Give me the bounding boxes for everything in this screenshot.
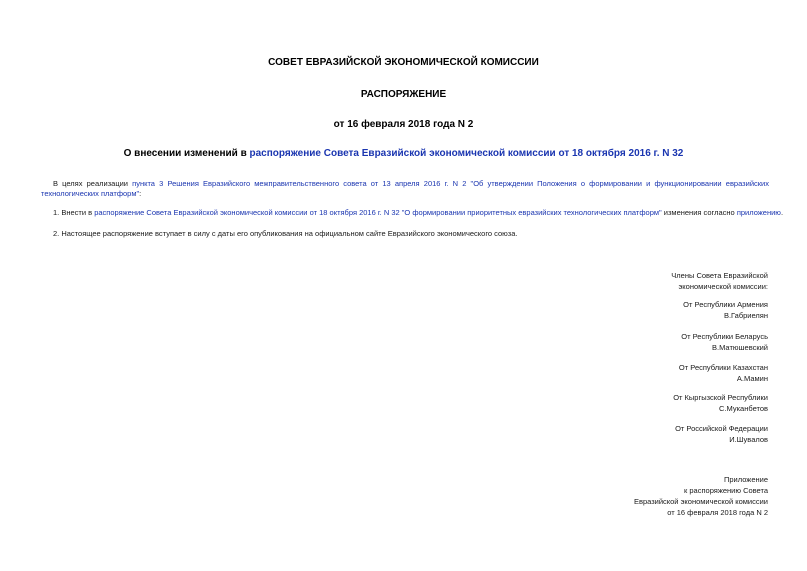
signature-country: От Республики Казахстан: [678, 363, 768, 372]
members-line-2: экономической комиссии:: [678, 282, 768, 291]
doc-title-link[interactable]: распоряжение Совета Евразийской экономической комиссии от 18 октября 2016 г. N 32: [249, 148, 684, 159]
item-1-middle: изменения согласно: [661, 208, 737, 217]
doc-date: от 16 февраля 2018 года N 2: [333, 119, 474, 130]
signature-name: В.Габриелян: [723, 311, 768, 320]
appendix-line-2: к распоряжению Совета: [684, 486, 768, 495]
item-1-prefix: 1. Внести в: [53, 208, 95, 217]
members-heading: [468, 270, 768, 292]
signature-belarus: [468, 331, 768, 353]
item-1-suffix: .: [780, 208, 784, 217]
signature-country: От Кыргызской Республики: [673, 393, 768, 402]
appendix-link[interactable]: приложению: [736, 208, 781, 217]
appendix-line-1: Приложение: [724, 475, 768, 484]
doc-title-prefix: О внесении изменений в: [123, 148, 250, 159]
item-2-paragraph: 2. Настоящее распоряжение вступает в силу с даты его опубликования на официальном сайте Евразийского экономического союза.: [53, 229, 518, 238]
signature-russia: [468, 423, 768, 445]
signature-country: От Республики Армения: [683, 300, 768, 309]
signature-name: А.Мамин: [736, 374, 768, 383]
signature-armenia: [468, 299, 768, 321]
doc-type-heading: РАСПОРЯЖЕНИЕ: [360, 89, 447, 100]
signature-name: И.Шувалов: [729, 435, 768, 444]
doc-title: [0, 148, 807, 160]
item-1-paragraph: [41, 208, 784, 218]
signature-country: От Республики Беларусь: [681, 332, 768, 341]
members-line-1: Члены Совета Евразийской: [671, 271, 768, 280]
signature-country: От Российской Федерации: [675, 424, 768, 433]
signature-kyrgyzstan: [468, 392, 768, 414]
appendix-line-3: Евразийской экономической комиссии: [633, 497, 768, 506]
appendix-line-4: от 16 февраля 2018 года N 2: [667, 508, 768, 517]
preamble-text: В целях реализации: [53, 179, 133, 188]
signature-kazakhstan: [468, 362, 768, 384]
preamble-colon: :: [139, 189, 142, 198]
signature-name: В.Матюшевский: [712, 343, 768, 352]
preamble-link[interactable]: пункта 3 Решения Евразийского межправительственного совета от 13 апреля 2016 г. N 2 "Об утверждении Положения о формировании и функционировании евразийских технологических платформ": [41, 179, 769, 198]
preamble-paragraph: [41, 179, 769, 199]
council-heading: СОВЕТ ЕВРАЗИЙСКОЙ ЭКОНОМИЧЕСКОЙ КОМИССИИ: [268, 57, 539, 68]
signature-name: С.Муканбетов: [719, 404, 768, 413]
appendix-header: [468, 474, 768, 518]
item-1-link[interactable]: распоряжение Совета Евразийской экономической комиссии от 18 октября 2016 г. N 32 "О формировании приоритетных евразийских технологических платформ": [94, 208, 662, 217]
